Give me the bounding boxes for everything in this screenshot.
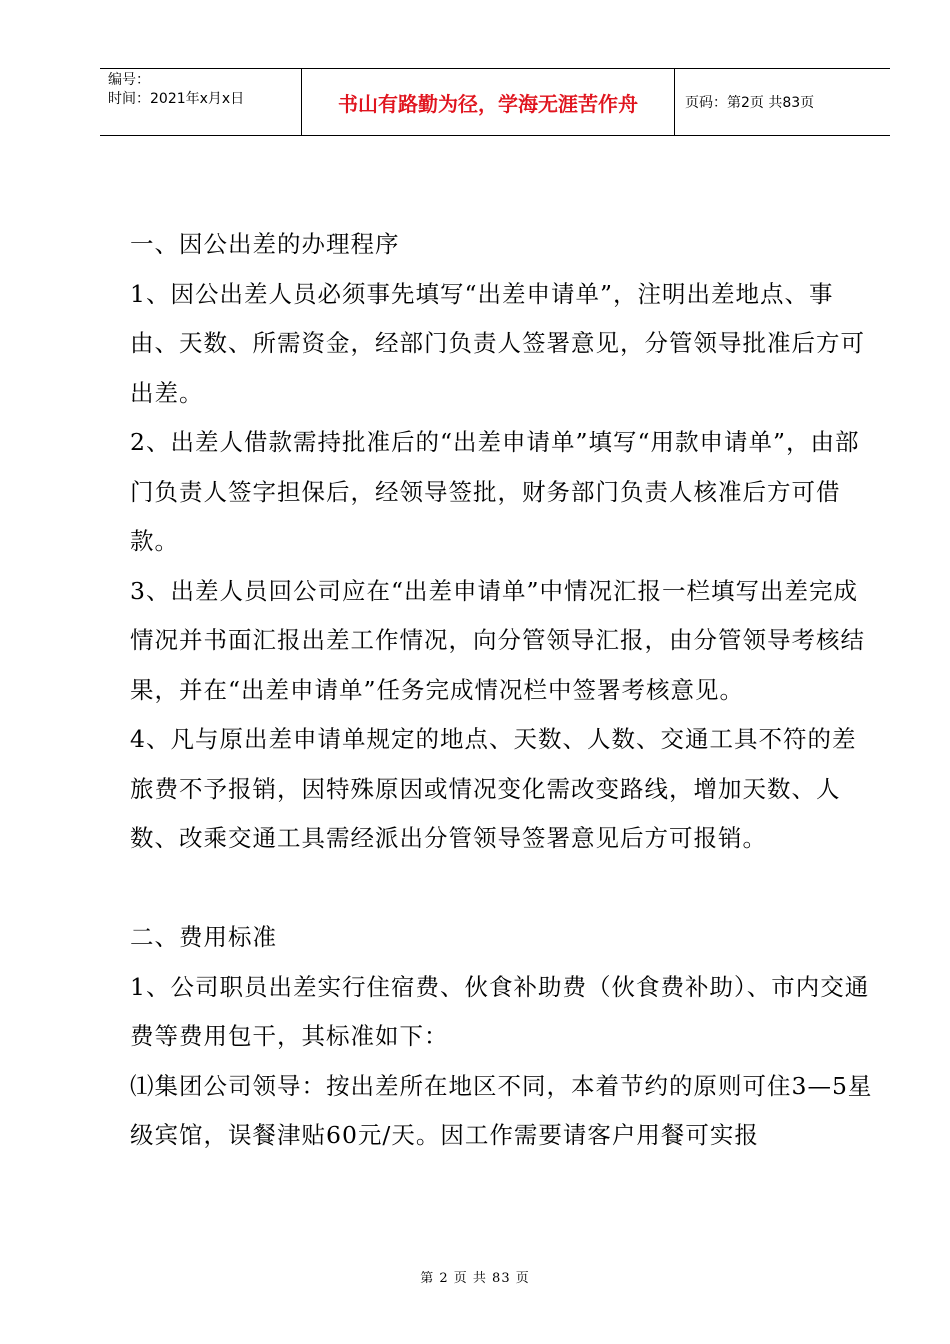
paragraph: 4、凡与原出差申请单规定的地点、天数、人数、交通工具不符的差旅费不予报销，因特殊原因或情况变化需改变路线，增加天数、人数、改乘交通工具需经派出分管领导签署意见后方可报销。 [130,725,857,852]
paragraph: 2、出差人借款需持批准后的“出差申请单”填写“用款申请单”，由部门负责人签字担保后，经领导签批，财务部门负责人核准后方可借款。 [130,428,860,555]
paragraph: 1、因公出差人员必须事先填写“出差申请单”，注明出差地点、事由、天数、所需资金，经部门负责人签署意见，分管领导批准后方可出差。 [130,279,865,407]
section-spacer [130,864,878,914]
date-label: 时间：2021年x月x日 [108,91,245,107]
header-motto: 书山有路勤为径，学海无涯苦作舟 [301,69,675,135]
page-header [100,68,890,136]
header-meta-cell [100,69,301,135]
document-body [130,220,878,1161]
section-title: 二、费用标准 [130,923,277,951]
page-footer: 第 2 页 共 83 页 [420,1271,530,1286]
header-page-number: 页码：第2页 共83页 [685,95,815,111]
section-title: 一、因公出差的办理程序 [130,230,400,258]
paragraph: ⑴集团公司领导：按出差所在地区不同，本着节约的原则可住3—5星级宾馆，误餐津贴60元/天。因工作需要请客户用餐可实报 [130,1071,873,1149]
paragraph: 1、公司职员出差实行住宿费、伙食补助费（伙食费补助）、市内交通费等费用包干，其标准如下： [130,972,870,1050]
serial-number-label: 编号： [108,72,150,88]
paragraph: 3、出差人员回公司应在“出差申请单”中情况汇报一栏填写出差完成情况并书面汇报出差工作情况，向分管领导汇报，由分管领导考核结果，并在“出差申请单”任务完成情况栏中签署考核意见。 [130,576,865,704]
